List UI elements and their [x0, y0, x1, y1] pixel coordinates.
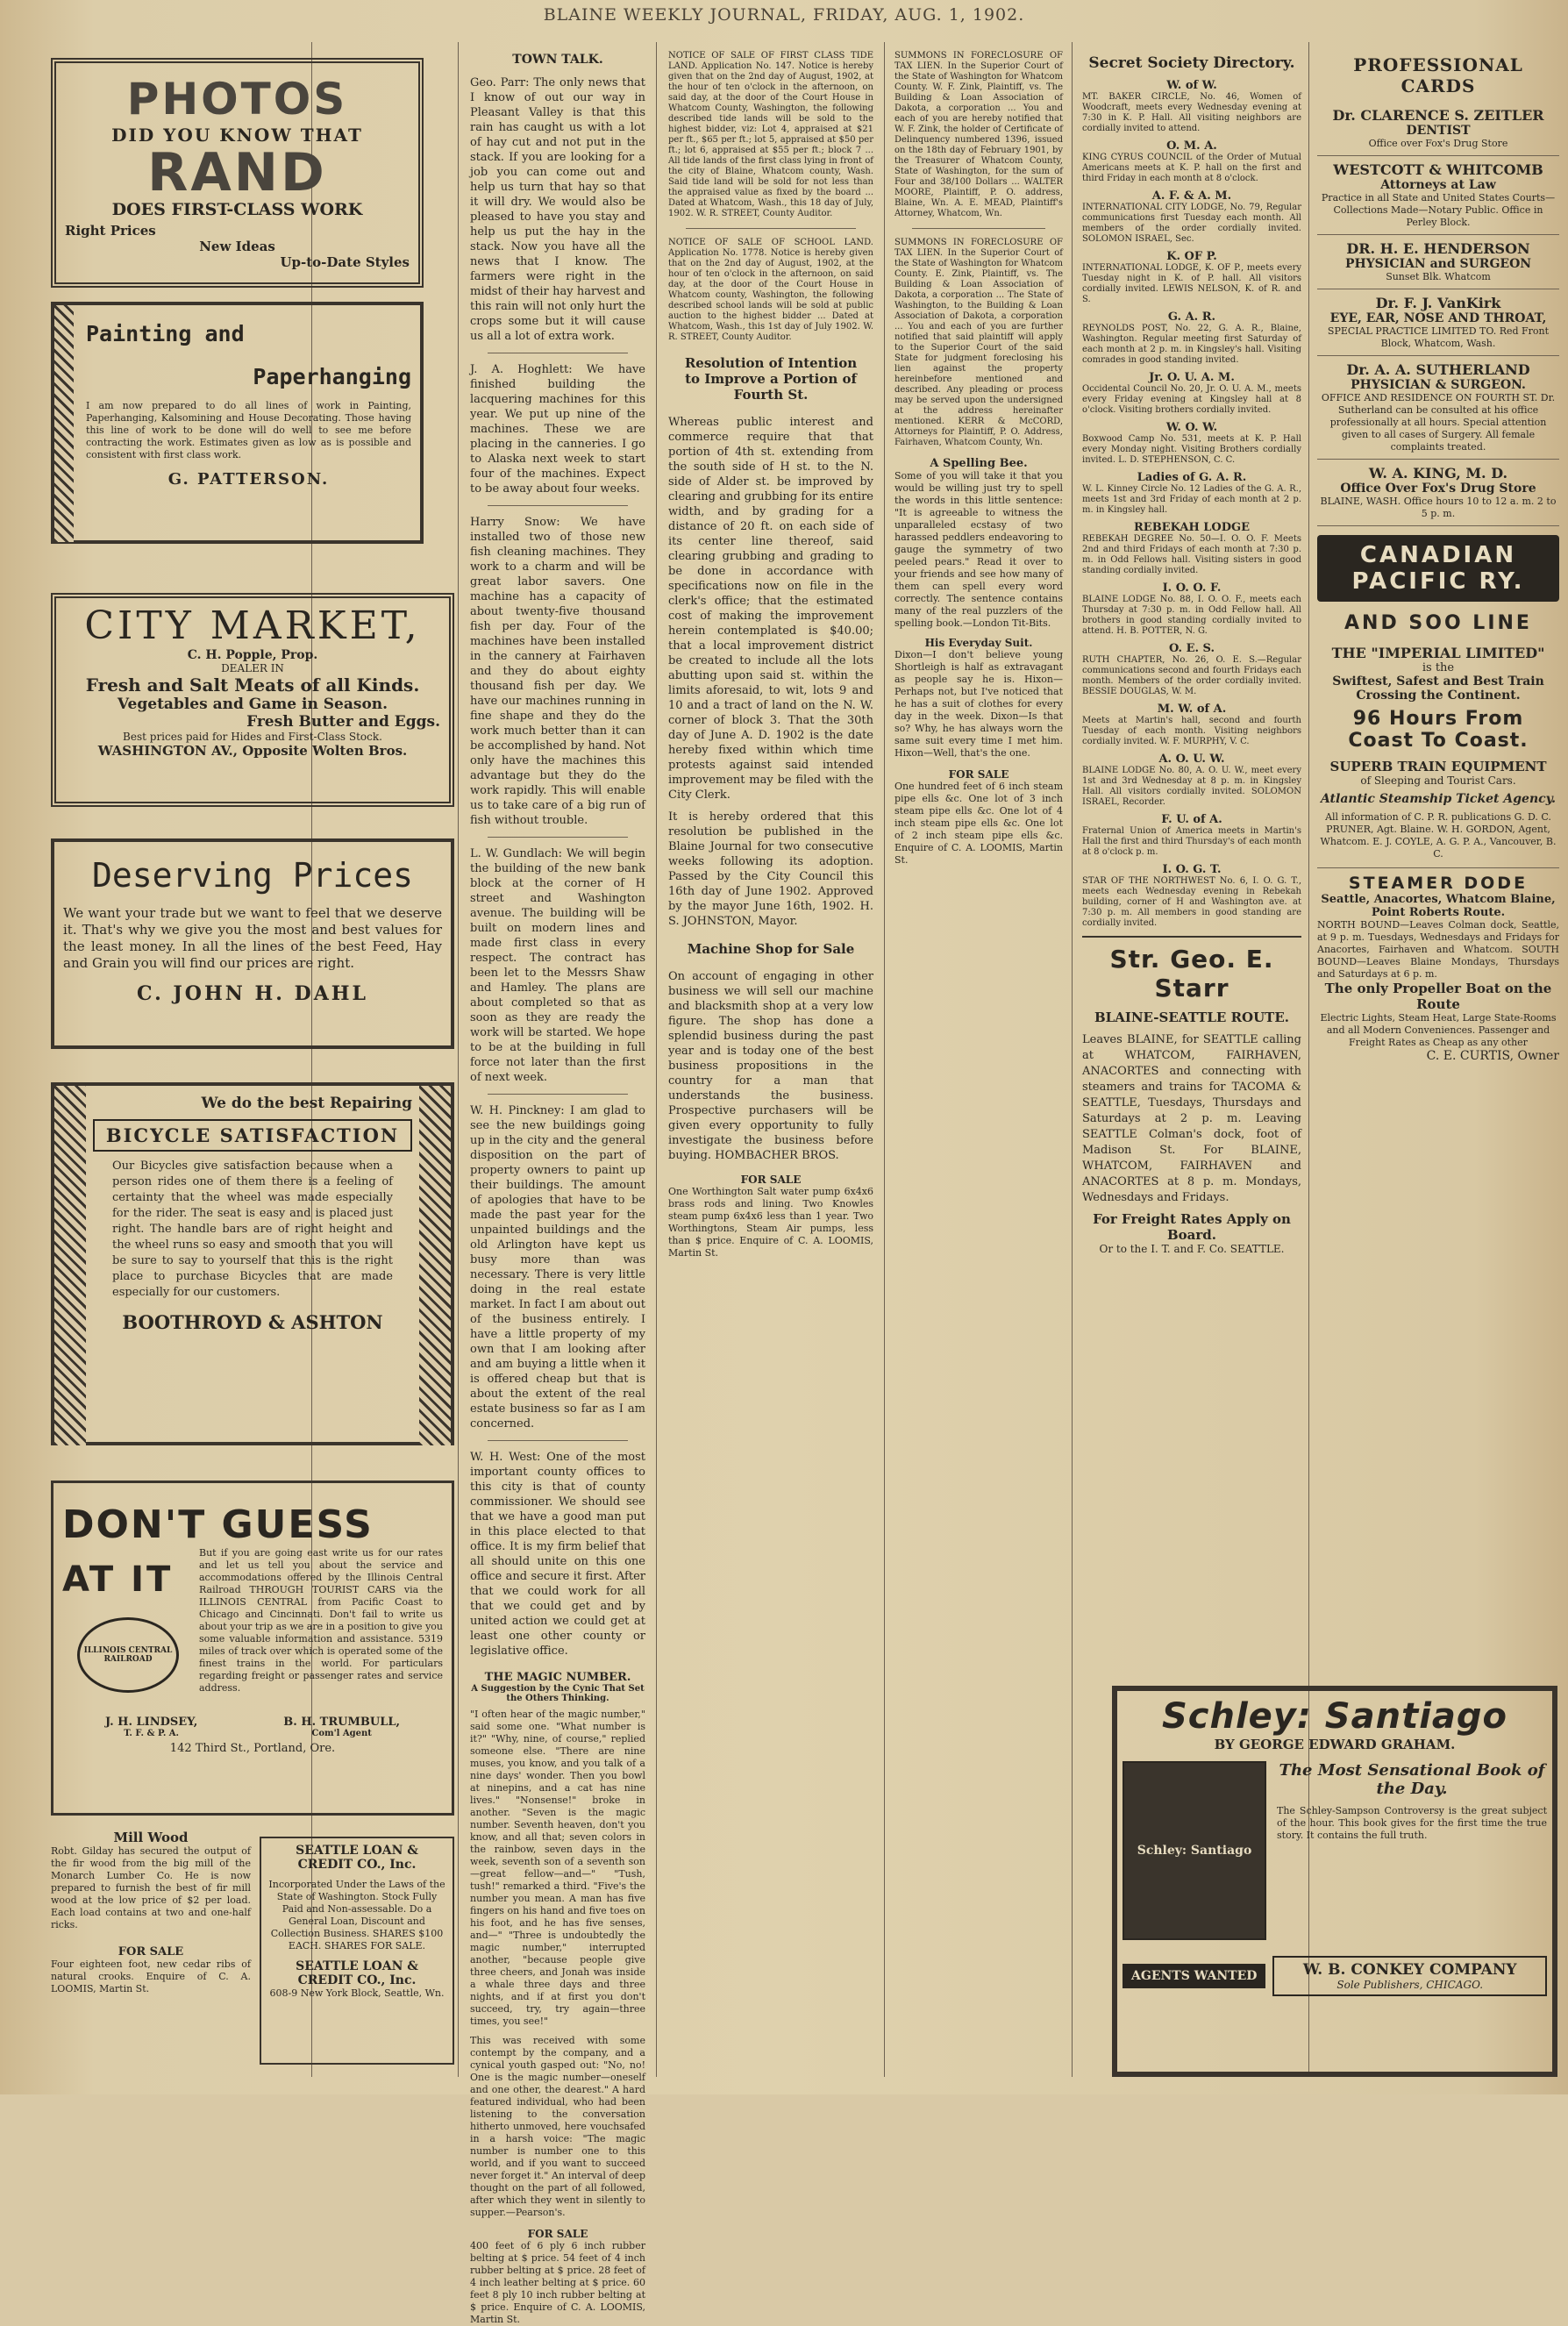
photos-line2: DOES FIRST-CLASS WORK — [111, 200, 363, 219]
cpr-is: is the — [1422, 661, 1455, 674]
guess-title1: DON'T GUESS — [62, 1502, 374, 1547]
logo-text: ILLINOIS CENTRAL RAILROAD — [83, 1646, 173, 1664]
prices-name: C. JOHN H. DAHL — [136, 982, 369, 1005]
guess-addr: 142 Third St., Portland, Ore. — [169, 1742, 336, 1755]
agent2-name: B. H. TRUMBULL, — [283, 1716, 401, 1729]
card-line: EYE, EAR, NOSE AND THROAT, — [1329, 311, 1547, 325]
society-text: REBEKAH DEGREE No. 50—I. O. O. F. Meets 2nd and third Fridays of each month at 7:30 p. m. in Odd Fellows hall. Visiting sisters in good standing cordially invited. — [1082, 534, 1301, 575]
town-talk-title: TOWN TALK. — [512, 53, 603, 67]
society-entry — [1082, 250, 1301, 305]
schley-santiago-ad — [1112, 1686, 1557, 2077]
society-entry — [1082, 471, 1301, 516]
article-paragraph: L. W. Gundlach: We will begin the building of the new bank block at the corner of H street and Washington avenue. The building will be built on modern lines and made first class in every respect. The contract has been let to the Messrs Shaw and Hamley. The plans are about completed so that as soon as they are ready the work will be started. We hope to be at the building in full force not later than the first of next week. — [470, 847, 645, 1084]
market-prop: C. H. Popple, Prop. — [187, 648, 318, 662]
masthead: BLAINE WEEKLY JOURNAL, FRIDAY, AUG. 1, 1902. — [543, 5, 1025, 25]
photos-tag2: New Ideas — [199, 239, 275, 254]
summons-2: SUMMONS IN FORECLOSURE OF TAX LIEN. In the Superior Court of the State of Washington for Whatcom County. E. Zink, Plaintiff, vs. The Building & Loan Association of Dakota, a corporation ... The State of Washington, to the Building & Loan Association of Dakota, a corporation ... You and each of you are further notified that said plaintiff will apply to the Superior Court of the said State for judgment foreclosing his lien against the property hereinbefore mentioned and described. Any pleading or process may be served upon the undersigned at the address hereinafter mentioned. KERR & McCORD, Attorneys for Plaintiff, P. O. Address, Fairhaven, Whatcom County, Wn. — [894, 238, 1063, 447]
cards-list — [1317, 102, 1559, 526]
col1-forsale-text: Four eighteen foot, new cedar ribs of natural crooks. Enquire of C. A. LOOMIS, Martin St. — [51, 1959, 251, 1994]
society-heading: Jr. O. U. A. M. — [1149, 371, 1235, 384]
card-line: DENTIST — [1406, 124, 1471, 138]
society-heading: O. E. S. — [1168, 642, 1215, 655]
cpr-imperial: THE "IMPERIAL LIMITED" — [1331, 645, 1545, 661]
magic-title: THE MAGIC NUMBER. — [484, 1671, 631, 1684]
cpr-info: All information of C. P. R. publications G. D. C. PRUNER, Agt. Blaine. W. H. GORDON, Agent, Whatcom. E. J. COYLE, A. G. P. A., Vancouver, B. C. — [1320, 811, 1557, 860]
column-rule — [458, 42, 459, 2077]
society-entry — [1082, 642, 1301, 697]
card-sub: SPECIAL PRACTICE LIMITED TO. Red Front Block, Whatcom, Wash. — [1327, 325, 1550, 349]
schley-book: The Most Sensational Book of the Day. — [1279, 1761, 1545, 1798]
painting-name: G. PATTERSON. — [167, 470, 330, 489]
professional-card — [1317, 156, 1559, 235]
card-name: DR. H. E. HENDERSON — [1346, 240, 1530, 257]
society-text: REYNOLDS POST, No. 22, G. A. R., Blaine, Washington. Regular meeting first Saturday of each month at 2 p. m. in Kingsley's hall. Visiting comrades in good standing invited. — [1082, 324, 1301, 365]
starr-freight: For Freight Rates Apply on Board. — [1093, 1211, 1291, 1243]
column-rule — [656, 42, 657, 2077]
seattle-title: SEATTLE LOAN & CREDIT CO., Inc. — [296, 1844, 418, 1872]
card-name: Dr. F. J. VanKirk — [1375, 295, 1501, 311]
cpr-superb: SUPERB TRAIN EQUIPMENT — [1329, 759, 1547, 774]
market-line5: WASHINGTON AV., Opposite Wolten Bros. — [97, 743, 408, 759]
card-name: Dr. CLARENCE S. ZEITLER — [1332, 107, 1544, 124]
society-entry — [1082, 421, 1301, 466]
divider — [488, 837, 628, 838]
book-cover-label: Schley: Santiago — [1137, 1844, 1252, 1858]
cpr-logo1: CANADIAN — [1359, 542, 1517, 568]
professional-card — [1317, 356, 1559, 460]
cpr-superb2: of Sleeping and Tourist Cars. — [1360, 774, 1516, 787]
market-line4: Best prices paid for Hides and First-Class Stock. — [123, 731, 382, 743]
society-text: Fraternal Union of America meets in Martin's Hall the first and third Thursday's of each month at 8 o'clock p. m. — [1082, 826, 1301, 857]
society-entry — [1082, 703, 1301, 747]
dode-route: Seattle, Anacortes, Whatcom Blaine, Point Roberts Route. — [1321, 893, 1556, 919]
card-line: PHYSICIAN & SURGEON. — [1351, 378, 1526, 392]
society-entry — [1082, 813, 1301, 858]
column-notices — [668, 42, 873, 2077]
schley-by: BY GEORGE EDWARD GRAHAM. — [1214, 1737, 1456, 1752]
col4-forsale-text: One hundred feet of 6 inch steam pipe ells &c. One lot of 3 inch steam pipe ells &c. One lot of 4 inch steam pipe ells &c. One lot of 2 inch steam pipe ells &c. Enquire of C. A. LOOMIS, Martin St. — [894, 781, 1063, 866]
society-heading: A. F. & A. M. — [1151, 189, 1232, 203]
article-paragraph: Whereas public interest and commerce require that that portion of 4th st. extending from the south side of H st. to the N. side of Alder st. be improved by clearing and grubbing for its entire width, and by grading for a distance of 20 ft. on each side of its center line thereof, said clearing grubbing and grading to be done in accordance with specifications now on file in the clerk's office; that the estimated cost of making the improvement herein contemplated is $40.00; that a local improvement district be created to include all the lots abutting upon said st. within the limits aforesaid, to wit, lots 9 and 10 and a tract of land on the N. W. corner of block 3. That the 30th day of June A. D. 1902 is the date hereby fixed within which time protests against said intended improvement may be filed with the City Clerk. — [668, 416, 873, 802]
market-dealer: DEALER IN — [221, 662, 284, 674]
seattle-foot: SEATTLE LOAN & CREDIT CO., Inc. — [296, 1959, 418, 1987]
card-sub: Office over Fox's Drug Store — [1368, 138, 1508, 149]
card-name: WESTCOTT & WHITCOMB — [1333, 161, 1543, 178]
article-paragraph: It is hereby ordered that this resolution be published in the Blaine Journal for two consecutive weeks following its adoption. Passed by the City Council this 16th day of June 1902. Approved by the mayor June 16th, 1902. H. S. JOHNSTON, Mayor. — [668, 810, 873, 928]
dode-title: STEAMER DODE — [1348, 874, 1529, 893]
seattle-addr: 608-9 New York Block, Seattle, Wn. — [269, 1987, 445, 1999]
divider — [912, 228, 1045, 229]
society-text: BLAINE LODGE No. 88, I. O. O. F., meets each Thursday at 7:30 p. m. in Odd Fellow hall. All brothers in good standing cordially invited to attend. H. B. POTTER, N. G. — [1082, 595, 1301, 636]
col2-forsale-title: FOR SALE — [527, 2228, 588, 2240]
resolution-title: Resolution of Intention to Improve a Portion of Fourth St. — [684, 355, 858, 403]
decorative-border — [54, 305, 74, 542]
painting-ad — [51, 302, 424, 544]
society-text: INTERNATIONAL LODGE, K. OF P., meets every Tuesday night in K. of P. hall. All visitors cordially invited. LEWIS NELSON, K. of R. and S. — [1082, 263, 1301, 304]
society-entry — [1082, 521, 1301, 576]
cpr-ad — [1317, 535, 1559, 860]
col4-forsale-title: FOR SALE — [948, 768, 1009, 781]
society-text: INTERNATIONAL CITY LODGE, No. 79, Regular communications first Tuesday each month. All members of the order cordially invited. SOLOMON ISRAEL, Sec. — [1082, 203, 1301, 244]
card-line: PHYSICIAN and SURGEON — [1344, 257, 1532, 271]
deserving-prices-ad — [51, 838, 454, 1049]
society-text: Boxwood Camp No. 531, meets at K. P. Hall every Monday night. Visiting Brothers cordially invited. L. D. STEPHENSON, C. C. — [1082, 434, 1301, 465]
city-market-ad — [51, 593, 454, 807]
society-heading: I. O. G. T. — [1162, 863, 1222, 876]
prices-title: Deserving Prices — [91, 856, 414, 895]
notice-school-land: NOTICE OF SALE OF SCHOOL LAND. Application No. 1778. Notice is hereby given that on the 2nd day of August, 1902, at the hour of ten o'clock in the afternoon, on said day, at the door of the Court House in Whatcom county, Washington, the following described school lands will be sold at public auction to the highest bidder ... Dated at Whatcom, Wash., this 1st day of July 1902. W. R. STREET, County Auditor. — [668, 238, 873, 342]
card-line: Office Over Fox's Drug Store — [1340, 482, 1536, 496]
col1-forsale-title: FOR SALE — [118, 1945, 184, 1959]
starr-text: Leaves BLAINE, for SEATTLE calling at WHATCOM, FAIRHAVEN, ANACORTES and connecting with steamers and trains for TACOMA & SEATTLE, Tuesdays, Thursdays and Saturdays at 2 p. m. Leaving SEATTLE Colman's dock, foot of Madison St. For BLAINE, WHATCOM, FAIRHAVEN and ANACORTES at 8 p. m. Mondays, Wednesdays and Fridays. — [1082, 1033, 1301, 1204]
mill-text: Robt. Gilday has secured the output of the fir wood from the big mill of the Monarch Lumber Co. He is now prepared to furnish the best of fir mill wood at the low price of $2 per load. Each load contains at two and one-half ricks. — [51, 1845, 251, 1930]
column-rule — [1072, 42, 1073, 2077]
col3-forsale-text: One Worthington Salt water pump 6x4x6 brass rods and lining. Two Knowles steam pump 6x4x6 less than 1 year. Two Worthingtons, Steam Air pumps, less than $ price. Enquire of C. A. LOOMIS, Martin St. — [668, 1186, 873, 1259]
cpr-hours: 96 Hours From Coast To Coast. — [1348, 708, 1529, 752]
article-paragraph: "I often hear of the magic number," said some one. "What number is it?" "Why, nine, of course," replied someone else. "There are nine muses, you know, and you talk of a nine days' wonder. Then you bowl at ninepins, and a cat has nine lives." "Nonsense!" broke in another. "Seven is the magic number. Seventh heaven, don't you know, and all that; seven colors in the rainbow, seven days in the week, seventh son of a seventh son—great fellow—and—" "Tush, tush!" remarked a third. "Five's the number you mean. A man has five fingers on his hand and five toes on his foot, and he has five senses, and—" "Three is undoubtedly the magic number," interrupted another, "because people give three cheers, and Jonah was inside a whale three days and three nights, and if at first you don't succeed, try, try again—three times, you see!" — [470, 1709, 645, 2027]
society-text: W. L. Kinney Circle No. 12 Ladies of the G. A. R., meets 1st and 3rd Friday of each month at 2 p. m. in Kingsley hall. — [1082, 484, 1301, 515]
society-text: Meets at Martin's hall, second and fourth Tuesday of each month. Visiting neighbors cordially invited. W. F. MURPHY, V. C. — [1082, 716, 1301, 746]
society-entry — [1082, 753, 1301, 808]
card-name: W. A. KING, M. D. — [1368, 465, 1508, 482]
schley-title: Schley: Santiago — [1161, 1696, 1508, 1737]
society-heading: G. A. R. — [1167, 310, 1216, 324]
bicycle-title: BICYCLE SATISFACTION — [93, 1119, 412, 1152]
professional-card — [1317, 102, 1559, 156]
agent1-title: T. F. & P. A. — [124, 1729, 180, 1738]
col3-forsale-title: FOR SALE — [740, 1174, 802, 1186]
magic-subtitle: A Suggestion by the Cynic That Set the Others Thinking. — [471, 1684, 645, 1703]
society-entry — [1082, 189, 1301, 245]
article-paragraph: Dixon—I don't believe young Shortleigh is half as extravagant as people say he is. Hixon—Perhaps not, but I've noticed that he has a suit of clothes for every day in the week. Dixon—Is that so? Why, he has always worn the same suit every time I met him. Hixon—Well, that's the one. — [894, 649, 1063, 759]
photos-line1: DID YOU KNOW THAT — [111, 125, 363, 146]
article-paragraph: W. H. West: One of the most important county offices to this city is that of county commissioner. We should see that we have a good man put in this place elected to that office. It is my firm belief that all should unite on this one office and secure it first. After that we could work for all that we could get and by united action we could get at least one other county or legislative office. — [470, 1451, 645, 1658]
society-entry — [1082, 863, 1301, 929]
bicycle-top: We do the best Repairing — [201, 1095, 412, 1112]
painting-title2: Paperhanging — [253, 364, 411, 389]
cpr-logo2: PACIFIC RY. — [1351, 568, 1525, 595]
book-cover-image — [1123, 1761, 1266, 1940]
article-paragraph: Geo. Parr: The only news that I know of out our way in Pleasant Valley is that this rain has caught us with a lot of hay cut and not put in the stack. If you are looking for a job you can come out and help us turn that hay so that it will dry. We would also be pleased to have you stay and help us put the hay in the stack. Now you have all the news that I know. The farmers were right in the midst of their hay harvest and this rain will not only hurt the crops some but it will cause us all a lot of extra work. — [470, 76, 645, 343]
professional-card — [1317, 460, 1559, 526]
painting-title1: Painting and — [86, 321, 245, 346]
dode-text: NORTH BOUND—Leaves Colman dock, Seattle, at 9 p. m. Tuesdays, Wednesdays and Fridays for Anacortes, Fairhaven and Whatcom. SOUTH BOUND—Leaves Blaine Mondays, Thursdays and Saturdays at 6 p. m. — [1317, 919, 1559, 980]
starr-title: Str. Geo. E. Starr — [1109, 945, 1274, 1002]
summons-1: SUMMONS IN FORECLOSURE OF TAX LIEN. In the Superior Court of the State of Washington for Whatcom County. W. F. Zink, Plaintiff, vs. The Building & Loan Association of Dakota, a corporation ... You and each of you are hereby notified that W. F. Zink, the holder of Certificate of Delinquency numbered 1396, issued on the 18th day of February 1901, by the Treasurer of Whatcom County, State of Washington, for the sum of Four and 38/100 Dollars ... WALTER MOORE, Plaintiff, P. O. address, Blaine, Wn. A. E. MEAD, Plaintiff's Attorney, Whatcom, Wn. — [894, 51, 1063, 218]
photos-name: RAND — [147, 142, 327, 203]
article-paragraph: Harry Snow: We have installed two of those new fish cleaning machines. They work to a charm and will be great labor savers. One machine has a capacity of about twenty-five thousand fish per day. Four of the machines have been installed in the cannery at Fairhaven and they do about eighty thousand fish per day. We have our machines running in fine shape and they do the work much better than it can be accomplished by hand. Not only have the machines this advantage but they do the work rapidly. This will enable us to take care of a big run of fish without trouble. — [470, 516, 645, 827]
cpr-swiftest: Swiftest, Safest and Best Train Crossing the Continent. — [1332, 674, 1544, 703]
society-text: KING CYRUS COUNCIL of the Order of Mutual Americans meets at K. P. hall on the first and third Friday in each month at 8 o'clock. — [1082, 153, 1301, 183]
guess-text: But if you are going east write us for our rates and let us tell you about the service and accommodations offered by the Illinois Central Railroad THROUGH TOURIST CARS via the ILLINOIS CENTRAL from Pacific Coast to Chicago and Cincinnati. Don't fail to write us about your trip as we are in a position to give you some valuable information and assistance. 5319 miles of track over which is operated some of the finest trains in the world. For particulars regarding freight or passenger rates and service address. — [199, 1547, 443, 1694]
professional-card — [1317, 289, 1559, 356]
spelling-title: A Spelling Bee. — [930, 457, 1028, 470]
card-name: Dr. A. A. SUTHERLAND — [1346, 361, 1530, 378]
column-summons — [894, 42, 1063, 2077]
mill-wood — [51, 1830, 251, 1995]
card-sub: OFFICE AND RESIDENCE ON FOURTH ST. Dr. Sutherland can be consulted at his office professionally at all hours. Special attention given to all cases of Surgery. All female complaints treated. — [1321, 392, 1556, 453]
article-paragraph: Some of you will take it that you would be willing just try to spell the words in this little sentence: "It is agreeable to witness the unparalleled ecstasy of two harassed peddlers endeavoring to gauge the symmetry of two peeled pears." Read it over to your friends and see how many of them can spell every word correctly. The sentence contains many of the real puzzlers of the spelling book.—London Tit-Bits. — [894, 470, 1063, 629]
dont-guess-ad — [51, 1481, 454, 1816]
dode-only: The only Propeller Boat on the Route — [1324, 981, 1552, 1012]
society-heading: A. O. U. W. — [1158, 753, 1225, 766]
society-entry — [1082, 371, 1301, 416]
decorative-border — [419, 1086, 451, 1445]
society-entry — [1082, 310, 1301, 366]
society-heading: F. U. of A. — [1161, 813, 1222, 826]
divider — [488, 505, 628, 506]
society-heading: M. W. of A. — [1157, 703, 1227, 716]
article-paragraph: This was received with some contempt by the company, and a cynical youth gasped out: "No, no! One is the magic number—oneself and one other, the dearest." A hard featured individual, who had been listening to the conversation hitherto unmoved, here vouchsafed in a harsh voice: "The magic number is number one to this world, and if you want to succeed never forget it." An interval of deep thought on the part of all followed, after which they went in silently to supper.—Pearson's. — [470, 2035, 645, 2218]
society-heading: W. O. W. — [1165, 421, 1218, 434]
agents-wanted-badge: AGENTS WANTED — [1123, 1964, 1265, 1988]
dode-owner: C. E. CURTIS, Owner — [1426, 1049, 1559, 1063]
article-paragraph: J. A. Hoghlett: We have finished building the lacquering machines for this year. We put up nine of the machines. These we are placing in the canneries. I go to Alaska next week to start four of the machines. Expect to be away about four weeks. — [470, 363, 645, 496]
starr-route: BLAINE-SEATTLE ROUTE. — [1094, 1010, 1290, 1025]
society-heading: REBEKAH LODGE — [1133, 521, 1251, 534]
machine-shop-title: Machine Shop for Sale — [687, 941, 855, 957]
painting-text: I am now prepared to do all lines of work in Painting, Paperhanging, Kalsomining and House Decorating. Those having this line of work to be done will do well to see me before contracting the work. Estimates given as low as is possible and consistent with first class work. — [86, 400, 411, 460]
society-entry — [1082, 582, 1301, 637]
decorative-border — [54, 1086, 86, 1445]
bicycle-name: BOOTHROYD & ASHTON — [122, 1311, 383, 1333]
starr-ad — [1082, 936, 1301, 1255]
dode-ad — [1317, 867, 1559, 1063]
market-line3: Fresh Butter and Eggs. — [246, 713, 440, 731]
agent2-title: Com'l Agent — [311, 1729, 372, 1738]
dode-elec: Electric Lights, Steam Heat, Large State-Rooms and all Modern Conveniences. Passenger and Freight Rates as Cheap as any other — [1320, 1012, 1557, 1048]
society-text: Occidental Council No. 20, Jr. O. U. A. M., meets every Friday evening at Kingsley hall at 8 o'clock. Visiting brothers cordially invited. — [1082, 384, 1301, 415]
schley-publisher2: Sole Publishers, CHICAGO. — [1336, 1979, 1484, 1991]
illinois-central-logo — [77, 1617, 179, 1693]
everyday-title: His Everyday Suit. — [924, 637, 1033, 649]
market-title: CITY MARKET, — [84, 603, 421, 648]
schley-publisher: W. B. CONKEY COMPANY — [1302, 1961, 1517, 1979]
society-text: RUTH CHAPTER, No. 26, O. E. S.—Regular communications second and fourth Fridays each month. Members of the order cordially invited. BESSIE DOUGLAS, W. M. — [1082, 655, 1301, 696]
market-line1: Fresh and Salt Meats of all Kinds. — [85, 674, 420, 696]
cards-title: PROFESSIONAL CARDS — [1353, 54, 1523, 96]
card-sub: BLAINE, WASH. Office hours 10 to 12 a. m. 2 to 5 p. m. — [1320, 496, 1557, 519]
divider — [686, 228, 856, 229]
cpr-logo — [1317, 535, 1559, 602]
article-paragraph: On account of engaging in other business we will sell our machine and blacksmith shop at a very low figure. The shop has done a splendid business during the past year and is today one of the best business propositions in the country for a man that understands the business. Prospective purchasers will be given every opportunity to fully investigate the business before buying. HOMBACHER BROS. — [668, 970, 873, 1162]
society-heading: K. OF P. — [1166, 250, 1217, 263]
divider — [488, 1094, 628, 1095]
card-line: Attorneys at Law — [1380, 178, 1496, 192]
bicycle-text: Our Bicycles give satisfaction because when a person rides one of them there is a feeling of certainty that the wheel was made especially for the rider. The seat is easy and is placed just right. The handle bars are of right height and the wheel runs so easy and smooth that you will be sure to say to yourself that this is the right place to purchase Bicycles that are made especially for our customers. — [112, 1159, 393, 1299]
society-heading: I. O. O. F. — [1162, 582, 1222, 595]
bicycle-ad — [51, 1082, 454, 1445]
mill-title: Mill Wood — [113, 1830, 189, 1845]
photos-tag1: Right Prices — [65, 223, 156, 239]
photos-title: PHOTOS — [126, 74, 348, 125]
agent1-name: J. H. LINDSEY, — [104, 1716, 198, 1729]
professional-card — [1317, 235, 1559, 289]
card-sub: Practice in all State and United States Courts—Collections Made—Notary Public. Office in Perley Block. — [1321, 192, 1556, 228]
society-entry — [1082, 79, 1301, 134]
schley-text: The Schley-Sampson Controversy is the great subject of the hour. This book gives for the first time the true story. It contains the full truth. — [1277, 1805, 1547, 1841]
society-text: BLAINE LODGE No. 80, A. O. U. W., meet every 1st and 3rd Wednesday at 8 p. m. in Kingsley Hall. All visitors cordially invited. SOLOMON ISRAEL, Recorder. — [1082, 766, 1301, 807]
society-heading: Ladies of G. A. R. — [1137, 471, 1247, 484]
society-list — [1082, 79, 1301, 929]
card-sub: Sunset Blk. Whatcom — [1386, 271, 1491, 282]
column-town-talk — [470, 42, 645, 2325]
photos-ad — [51, 58, 424, 288]
col2-forsale-text: 400 feet of 6 ply 6 inch rubber belting at $ price. 54 feet of 4 inch rubber belting at $ price. 28 feet of 4 inch leather belting at $ price. 60 feet 8 ply 10 inch rubber belting at $ price. Enquire of C. A. LOOMIS, Martin St. — [470, 2240, 645, 2325]
society-text: STAR OF THE NORTHWEST No. 6, I. O. G. T., meets each Wednesday evening in Rebekah building, corner of H and Washington ave. at 7:30 p. m. All members in good standing are cordially invited. — [1082, 876, 1301, 928]
society-heading: O. M. A. — [1166, 139, 1217, 153]
society-entry — [1082, 139, 1301, 184]
guess-title2: AT IT — [62, 1559, 174, 1600]
society-title: Secret Society Directory. — [1088, 54, 1295, 72]
article-paragraph: W. H. Pinckney: I am glad to see the new buildings going up in the city and the general disposition on the part of property owners to paint up their buildings. The amount of apologies that have to be made the past year for the unpainted buildings and the old Arlington have kept us busy more than was necessary. There is very little doing in the real estate market. In fact I am about out of the business entirely. I have a little property of my own that I am looking after and am buying a little when it is offered cheap but that is about the extent of the real estate business so far as I am concerned. — [470, 1104, 645, 1431]
society-text: MT. BAKER CIRCLE, No. 46, Women of Woodcraft, meets every Wednesday evening at 7:30 in K. P. Hall. All visiting neighbors are cordially invited to attend. — [1082, 92, 1301, 133]
prices-text: We want your trade but we want to feel that we deserve it. That's why we give you the most and best values for the least money. In all the lines of the best Feed, Hay and Grain you will find our prices are right. — [63, 905, 442, 971]
market-line2: Vegetables and Game in Season. — [117, 696, 388, 713]
cpr-soo: AND SOO LINE — [1344, 612, 1532, 634]
seattle-text: Incorporated Under the Laws of the State of Washington. Stock Fully Paid and Non-assessable. Do a General Loan, Discount and Collection Business. SHARES $100 EACH. SHARES FOR SALE. — [268, 1879, 445, 1951]
divider — [488, 1440, 628, 1441]
column-rule — [884, 42, 885, 2077]
starr-or: Or to the I. T. and F. Co. SEATTLE. — [1099, 1243, 1285, 1255]
notice-tide-land: NOTICE OF SALE OF FIRST CLASS TIDE LAND. Application No. 147. Notice is hereby given that on the 2nd day of August, 1902, at the hour of ten o'clock in the afternoon, on said day, at the door of the Court House in Whatcom County, Washington, the following described tide lands will be sold to the highest bidder, viz: Lot 4, appraised at $21 per ft., $65 per ft.; lot 5, appraised at $50 per ft.; lot 6, appraised at $55 per ft.; block 7 ... All tide lands of the first class lying in front of the city of Blaine, Whatcom county, Wash. Said tide land will be sold for not less than the appraised value as fixed by the board ... Dated at Whatcom, Wash., this 18 day of July, 1902. W. R. STREET, County Auditor. — [668, 51, 873, 218]
cpr-atlantic: Atlantic Steamship Ticket Agency. — [1320, 792, 1557, 806]
society-heading: W. of W. — [1166, 79, 1217, 92]
photos-tag3: Up-to-Date Styles — [280, 254, 410, 270]
seattle-loan-ad — [260, 1837, 454, 2065]
